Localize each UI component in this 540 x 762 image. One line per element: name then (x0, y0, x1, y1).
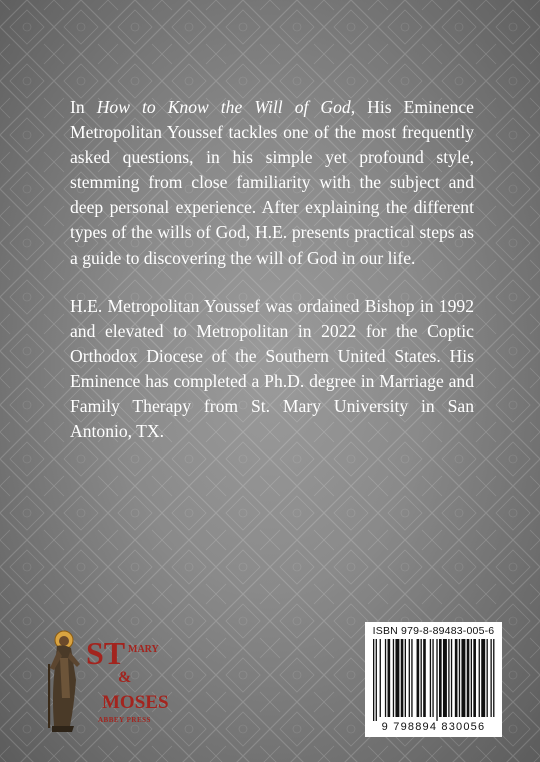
barcode-bar (455, 639, 458, 717)
barcode-bar (388, 639, 391, 717)
blurb-paragraph-1 (70, 95, 474, 271)
barcode-bar (405, 639, 406, 717)
blurb-p1-rest: , His Eminence Metropolitan Youssef tackles one of the most frequently asked questions, in his simple yet profound style, stemming from close familiarity with the subject and deep personal experience. After explaining the different types of the wills of God, H.E. presents practical steps as a guide to discovering the will of God in our life. (70, 97, 474, 268)
barcode-bar (393, 639, 394, 717)
logo-st-text: ST (86, 635, 126, 671)
blurb-p1-prefix: In (70, 97, 97, 117)
monk-figure-icon (48, 636, 80, 732)
barcode-digits: 9 798894 830056 (381, 721, 486, 733)
barcode-bars (371, 639, 496, 721)
barcode-bar (448, 639, 449, 717)
barcode-bar (432, 639, 433, 717)
barcode-bar (471, 639, 472, 717)
barcode-bar (411, 639, 412, 717)
barcode-bar (421, 639, 422, 717)
barcode-bar (443, 639, 447, 717)
logo-abbey-press-text: ABBEY PRESS (98, 716, 151, 724)
logo-mary-text: MARY (128, 644, 159, 655)
barcode-bar (490, 639, 491, 717)
barcode-bar (376, 639, 377, 721)
barcode-bar (479, 639, 480, 717)
barcode-bar (461, 639, 465, 717)
barcode-bar (481, 639, 485, 717)
blurb-paragraph-2: H.E. Metropolitan Youssef was ordained Bishop in 1992 and elevated to Metropolitan in 2022 for the Coptic Orthodox Diocese of the Southern United States. His Eminence has completed a Ph.D. degree in Marriage and Family Therapy from St. Mary University in San Antonio, TX. (70, 295, 474, 442)
publisher-logo (40, 628, 169, 744)
barcode-bar (430, 639, 431, 717)
logo-moses-text: MOSES (102, 692, 169, 713)
barcode-bar (439, 639, 442, 717)
barcode-bar (493, 639, 494, 717)
isbn-label: ISBN 979-8-89483-005-6 (372, 625, 495, 637)
barcode-bar (436, 639, 437, 721)
barcode-bar (451, 639, 452, 717)
barcode-bar (473, 639, 476, 717)
barcode-bar (417, 639, 420, 717)
back-cover-blurb (70, 95, 474, 467)
barcode-bar (401, 639, 404, 717)
barcode-bar (385, 639, 386, 717)
barcode-bar (467, 639, 470, 717)
barcode-bar (487, 639, 488, 717)
barcode-bar (409, 639, 410, 717)
barcode-bar (380, 639, 381, 717)
logo-ampersand-text: & (118, 669, 132, 686)
barcode-bar (423, 639, 426, 717)
barcode-bar (459, 639, 460, 717)
barcode-bar (373, 639, 374, 721)
barcode-bar (395, 639, 399, 717)
isbn-barcode (365, 622, 502, 737)
book-title: How to Know the Will of God (96, 97, 351, 117)
